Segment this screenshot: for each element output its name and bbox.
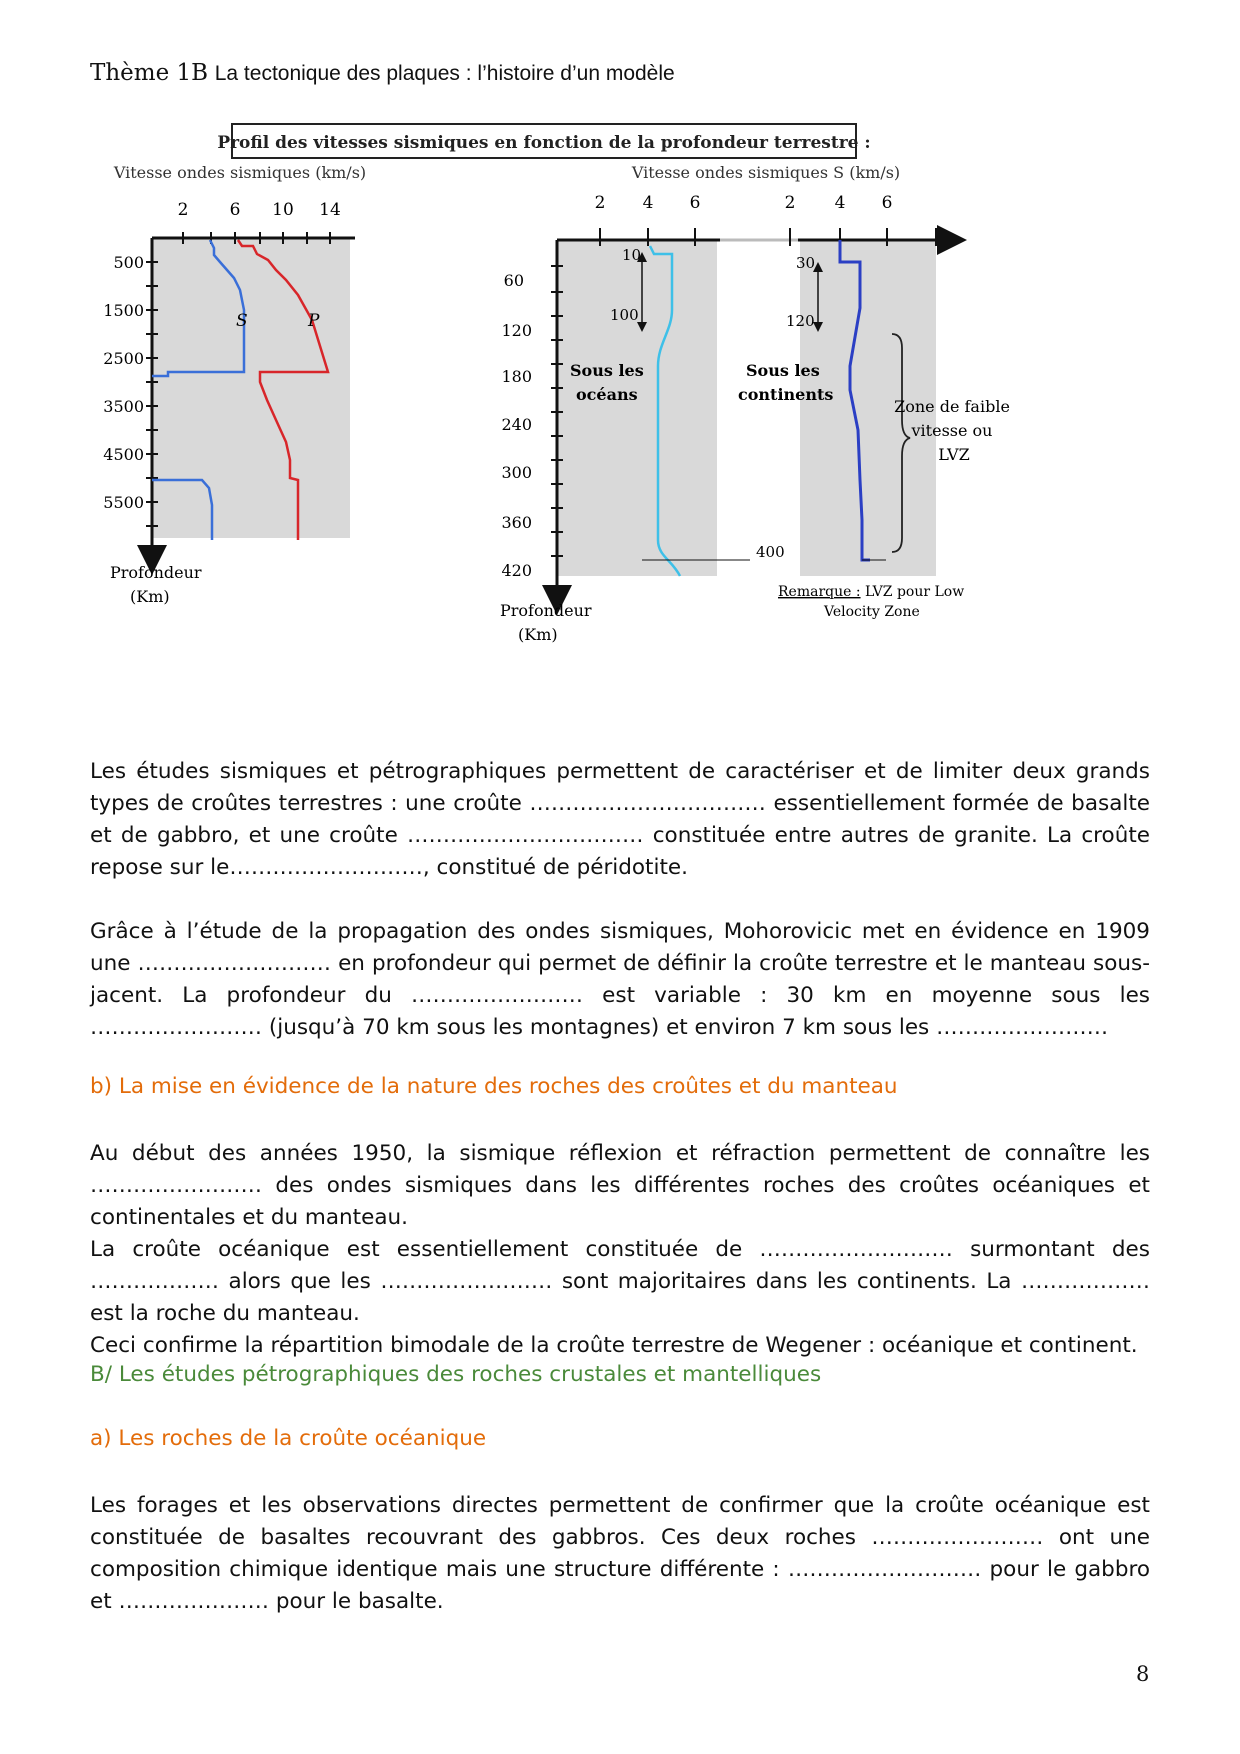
depth-400-label: 400	[756, 543, 785, 561]
seismic-figure	[103, 120, 1130, 740]
seismic-figure-svg	[103, 120, 1130, 740]
ocean-depth-100: 100	[610, 306, 639, 324]
ocean-label-2: océans	[576, 385, 638, 404]
lvz-label-3: LVZ	[938, 445, 970, 464]
right-ytick: 300	[501, 463, 532, 482]
paragraph-crusts	[90, 756, 1150, 884]
left-ytick: 4500	[103, 445, 144, 464]
paragraph-text: Ceci confirme la répartition bimodale de la croûte terrestre de Wegener : océanique et continent.	[90, 1333, 1138, 1358]
theme-label: Thème 1B	[90, 60, 209, 86]
left-ylabel-2: (Km)	[130, 587, 170, 606]
remark-label: Remarque :	[778, 584, 861, 600]
page-number: 8	[1136, 1662, 1150, 1686]
s-wave-label: S	[236, 311, 248, 331]
left-ytick: 5500	[103, 493, 144, 512]
left-xtick: 10	[272, 200, 294, 220]
right-xtick-a: 2	[594, 193, 606, 213]
remark-text: LVZ pour Low	[860, 584, 965, 600]
left-plot-area	[152, 238, 350, 538]
paragraph-seismic-1950	[90, 1138, 1150, 1362]
right-ytick: 240	[501, 415, 532, 434]
lvz-label-1: Zone de faible	[894, 397, 1010, 416]
right-ylabel-1: Profondeur	[500, 601, 592, 620]
right-ytick: 60	[503, 271, 524, 290]
paragraph-text: Les forages et les observations directes permettent de confirmer que la croûte océanique est constituée de basaltes recouvrant des gabbros. Ces deux roches …………………… ont une composition chimique identique mais une structure différente : ……………………… pour le gabbro et ………………… pour le basalte.	[90, 1493, 1150, 1614]
paragraph-moho	[90, 916, 1150, 1044]
section-heading-b: b) La mise en évidence de la nature des roches des croûtes et du manteau	[90, 1074, 898, 1099]
left-ytick: 500	[113, 253, 144, 272]
left-ytick: 1500	[103, 301, 144, 320]
right-xtick-b: 2	[784, 193, 796, 213]
right-ytick: 360	[501, 513, 532, 532]
right-ylabel-2: (Km)	[518, 625, 558, 644]
continent-depth-120: 120	[786, 312, 815, 330]
figure-title: Profil des vitesses sismiques en fonction de la profondeur terrestre :	[217, 133, 871, 153]
paragraph-text: Au début des années 1950, la sismique réflexion et réfraction permettent de connaître les …………………… des ondes sismiques dans les différentes roches des croûtes océaniques et continentales et du manteau.	[90, 1141, 1150, 1230]
ocean-depth-10: 10	[622, 246, 642, 264]
header-title: La tectonique des plaques : l’histoire d’un modèle	[214, 62, 675, 85]
right-xtick-b: 4	[834, 193, 846, 213]
paragraph-ocean-rocks	[90, 1490, 1150, 1618]
left-ytick: 2500	[103, 349, 144, 368]
left-xtick: 6	[229, 200, 241, 220]
right-xtick-a: 6	[689, 193, 701, 213]
section-heading-a: a) Les roches de la croûte océanique	[90, 1426, 487, 1451]
continent-label-1: Sous les	[746, 361, 820, 380]
section-heading-B: B/ Les études pétrographiques des roches crustales et mantelliques	[90, 1362, 822, 1387]
right-xtick-b: 6	[881, 193, 893, 213]
right-chart	[500, 163, 1010, 644]
left-xtick: 14	[319, 200, 341, 220]
right-ytick: 180	[501, 367, 532, 386]
right-ytick: 120	[501, 321, 532, 340]
right-xtick-a: 4	[642, 193, 654, 213]
continent-depth-30: 30	[796, 254, 816, 272]
ocean-label-1: Sous les	[570, 361, 644, 380]
right-xlabel: Vitesse ondes sismiques S (km/s)	[631, 163, 901, 182]
continent-label-2: continents	[738, 385, 834, 404]
p-wave-label: P	[308, 311, 320, 331]
left-xtick: 2	[177, 200, 189, 220]
left-chart	[103, 163, 366, 606]
ocean-panel	[557, 240, 717, 576]
paragraph-text: La croûte océanique est essentiellement constituée de ……………………… surmontant des ……………… alors que les …………………… sont majoritaires dans les continents. La ……………… est la roche du manteau.	[90, 1237, 1150, 1326]
paragraph-text: Grâce à l’étude de la propagation des ondes sismiques, Mohorovicic met en évidence en 1909 une ……………………… en profondeur qui permet de définir la croûte terrestre et le manteau sous-jacent. La profondeur du …………………… est variable : 30 km en moyenne sous les …………………… (jusqu’à 70 km sous les montagnes) et environ 7 km sous les ……………………	[90, 919, 1150, 1040]
left-ylabel-1: Profondeur	[110, 563, 202, 582]
left-ytick: 3500	[103, 397, 144, 416]
lvz-label-2: vitesse ou	[911, 421, 993, 440]
remark-line-1	[778, 584, 964, 600]
right-ytick: 420	[501, 561, 532, 580]
left-xlabel: Vitesse ondes sismiques (km/s)	[113, 163, 367, 182]
page-header	[90, 60, 675, 86]
paragraph-text: Les études sismiques et pétrographiques permettent de caractériser et de limiter deux grands types de croûtes terrestres : une croûte …………………………… essentiellement formée de basalte et de gabbro, et une croûte …………………………… constituée entre autres de granite. La croûte repose sur le………………………, constitué de péridotite.	[90, 759, 1150, 880]
remark-line-2: Velocity Zone	[824, 604, 920, 620]
